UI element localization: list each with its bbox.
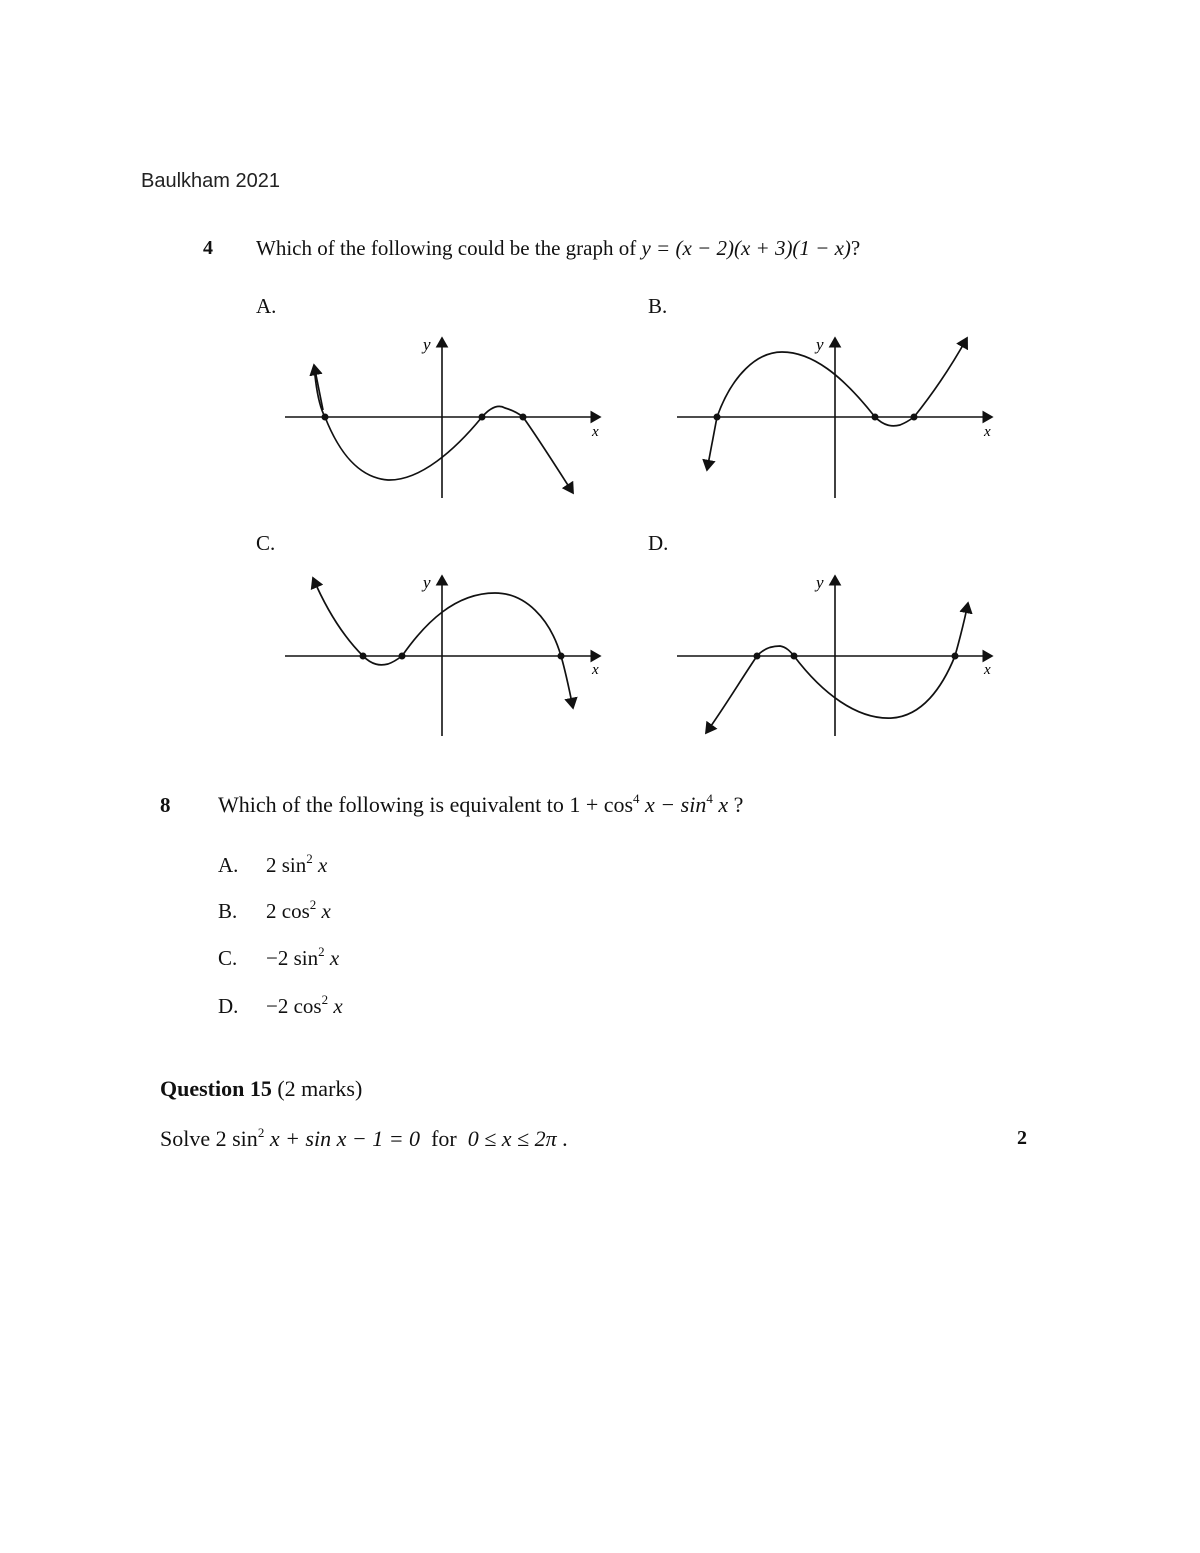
x-axis-label: x — [592, 662, 599, 678]
curve — [363, 593, 573, 708]
x-axis-label: x — [984, 662, 991, 678]
root-point — [399, 653, 406, 660]
root-point — [714, 414, 721, 421]
q8-option-a-expr — [266, 853, 327, 878]
question-4-number: 4 — [203, 237, 213, 259]
q8-option-b-exp: 2 — [309, 897, 317, 912]
q8-option-a-var: x — [312, 853, 328, 877]
question-15-eq-part2: x + sin x − 1 = 0 — [264, 1126, 421, 1151]
curve-start-arrow — [313, 578, 363, 656]
root-point — [322, 414, 329, 421]
q8-option-c-label: C. — [218, 946, 238, 970]
graph-d — [672, 568, 1002, 743]
question-4-text — [256, 236, 860, 261]
question-4-prefix: Which of the following could be the graph of — [256, 236, 642, 260]
question-8-expr-a: 1 + cos — [569, 792, 634, 817]
curve-start-arrow — [314, 365, 323, 410]
question-15-domain: 0 ≤ x ≤ 2π — [467, 1126, 557, 1151]
page-header: Baulkham 2021 — [141, 170, 280, 192]
question-8-number: 8 — [160, 793, 171, 817]
question-15-eq-part1: 2 sin — [215, 1126, 258, 1151]
q8-option-d-label: D. — [218, 994, 239, 1018]
q8-option-d-exp: 2 — [321, 992, 329, 1007]
question-15-for: for — [420, 1126, 468, 1151]
q8-option-c-expr — [266, 946, 339, 971]
q8-option-b-coef: 2 cos — [266, 899, 310, 923]
curve — [717, 338, 967, 426]
question-8-expr-b: x − sin — [639, 792, 707, 817]
q8-option-a-label: A. — [218, 853, 239, 877]
question-15-marks: 2 — [1017, 1127, 1027, 1149]
y-axis-label: y — [816, 573, 824, 592]
root-point — [872, 414, 879, 421]
root-point — [911, 414, 918, 421]
q8-option-c-var: x — [324, 946, 340, 970]
y-axis-label: y — [423, 573, 431, 592]
root-point — [558, 653, 565, 660]
question-15-eq-exp: 2 — [257, 1125, 265, 1140]
q4-option-d-label: D. — [648, 531, 669, 555]
question-8-text — [218, 792, 743, 818]
graph-a — [280, 330, 610, 505]
curve — [757, 603, 968, 718]
question-8-expr-c: x — [712, 792, 729, 817]
root-point — [479, 414, 486, 421]
question-8-exp-a: 4 — [633, 791, 640, 806]
root-point — [754, 653, 761, 660]
root-point — [791, 653, 798, 660]
y-axis-label: y — [816, 335, 824, 354]
question-8-exp-b: 4 — [706, 791, 713, 806]
q8-option-d-expr — [266, 994, 343, 1019]
question-15-marks-note: (2 marks) — [271, 1076, 363, 1101]
q4-option-b-label: B. — [648, 294, 668, 318]
q8-option-d-coef: −2 cos — [266, 994, 322, 1018]
q8-option-b-label: B. — [218, 899, 238, 923]
question-4-equation: y = (x − 2)(x + 3)(1 − x) — [641, 236, 851, 260]
question-8-suffix: ? — [728, 792, 744, 817]
q4-option-c-label: C. — [256, 531, 276, 555]
q8-option-b-expr — [266, 899, 331, 924]
curve — [314, 365, 573, 493]
q8-option-b-var: x — [316, 899, 331, 923]
root-point — [520, 414, 527, 421]
question-15-end: . — [556, 1126, 568, 1151]
x-axis-label: x — [984, 424, 991, 440]
graph-b — [672, 330, 1002, 505]
question-15-solve: Solve — [160, 1126, 216, 1151]
question-15-heading — [160, 1076, 362, 1102]
question-4-suffix: ? — [850, 236, 861, 260]
q4-option-a-label: A. — [256, 294, 277, 318]
q8-option-a-exp: 2 — [306, 851, 313, 866]
x-axis-label: x — [592, 424, 599, 440]
root-point — [360, 653, 367, 660]
question-8-prefix: Which of the following is equivalent to — [218, 792, 570, 817]
question-15-text — [160, 1126, 568, 1152]
q8-option-a-coef: 2 sin — [266, 853, 307, 877]
curve-start-arrow — [707, 417, 717, 470]
question-15-title: Question 15 — [160, 1076, 272, 1101]
y-axis-label: y — [423, 335, 431, 354]
root-point — [952, 653, 959, 660]
q8-option-c-exp: 2 — [318, 944, 325, 959]
q8-option-c-coef: −2 sin — [266, 946, 319, 970]
graph-c — [280, 568, 610, 743]
q8-option-d-var: x — [328, 994, 343, 1018]
curve-start-arrow — [706, 656, 757, 733]
